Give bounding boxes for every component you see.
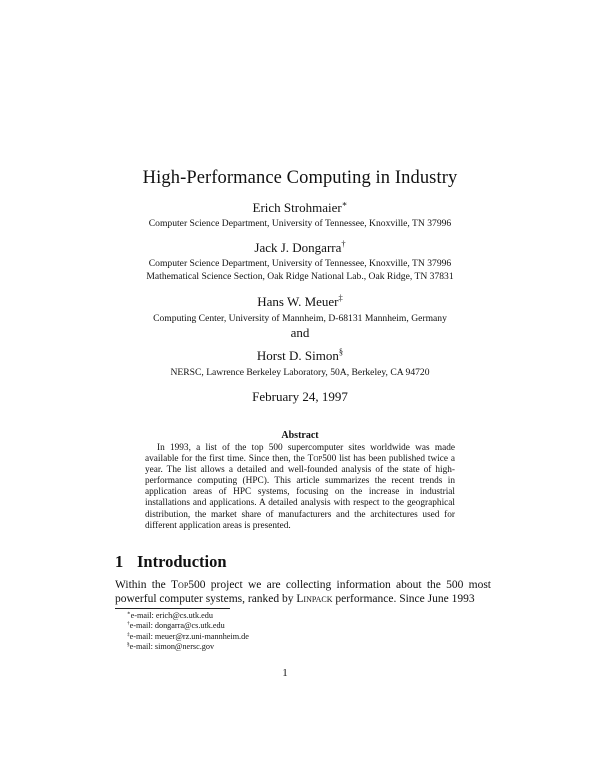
footnote-2-text: e-mail: dongarra@cs.utk.edu (129, 621, 225, 631)
abstract-text-2: list has been published twice a year. The list allows a detailed and well-founded analysis of the state of high-performance computing (HPC). This article summarizes the recent trends in application areas of HPC systems, focusing on the increase in industrial installations and applications. A detailed analysis with respect to the geographical distribution, the market share of manufacturers and the architectures used for different application areas is presented. (145, 454, 456, 531)
abstract-body (145, 443, 455, 532)
author-4-name: Horst D. Simon (256, 348, 339, 363)
author-4-affiliation: NERSC, Lawrence Berkeley Laboratory, 50A, Berkeley, CA 94720 (170, 367, 430, 378)
author-4-mark: § (338, 346, 344, 357)
author-3 (0, 294, 600, 310)
intro-text-3: performance. Since June 1993 (332, 593, 475, 605)
author-1-name: Erich Strohmaier (252, 200, 342, 215)
intro-body (115, 578, 491, 606)
author-2 (0, 240, 600, 256)
author-2-affiliation-1: Computer Science Department, University of Tennessee, Knoxville, TN 37996 (148, 258, 452, 269)
abstract-text-1: In 1993, a list of the top 500 supercomputer sites worldwide was made available for the first time. Since then, the (145, 443, 455, 465)
intro-linpack: Linpack (296, 593, 333, 605)
footnote-4-text: e-mail: simon@nersc.gov (129, 641, 215, 651)
intro-paragraph (115, 578, 491, 606)
footnote-3-text: e-mail: meuer@rz.uni-mannheim.de (129, 631, 249, 641)
section-number: 1 (115, 552, 124, 571)
footnote-1-text: e-mail: erich@cs.utk.edu (130, 611, 213, 620)
footnote-3-mark: ‡ (127, 630, 130, 637)
footnotes (127, 611, 249, 652)
author-2-name: Jack J. Dongarra (254, 240, 342, 255)
author-1 (0, 200, 600, 216)
section-title: Introduction (137, 552, 227, 571)
paper-title: High-Performance Computing in Industry (142, 168, 458, 188)
author-2-affiliation-2: Mathematical Science Section, Oak Ridge National Lab., Oak Ridge, TN 37831 (146, 271, 454, 282)
author-4 (0, 348, 600, 364)
footnote-3 (127, 632, 249, 642)
author-3-mark: ‡ (338, 292, 343, 303)
author-2-mark: † (341, 238, 346, 249)
intro-text-2: project we are collecting information about the 500 most powerful computer systems, ranked by (115, 579, 491, 605)
section-heading (115, 552, 227, 572)
abstract-heading: Abstract (281, 430, 319, 441)
footnote-rule (115, 608, 230, 609)
author-3-affiliation: Computing Center, University of Mannheim, D-68131 Mannheim, Germany (153, 313, 447, 324)
paper-date: February 24, 1997 (252, 389, 348, 404)
author-1-affiliation: Computer Science Department, University of Tennessee, Knoxville, TN 37996 (148, 218, 452, 229)
footnote-4 (127, 642, 249, 652)
footnote-4-mark: § (127, 641, 130, 648)
footnote-2-mark: † (127, 620, 130, 627)
page-number: 1 (282, 667, 288, 679)
intro-text-1: Within the (115, 579, 172, 591)
intro-top500: Top500 (171, 579, 206, 591)
and-separator: and (290, 325, 310, 340)
abstract-paragraph (145, 443, 455, 532)
footnote-1 (127, 611, 249, 621)
author-3-name: Hans W. Meuer (257, 294, 339, 309)
footnote-1-mark: ∗ (127, 610, 131, 617)
footnote-2 (127, 621, 249, 631)
author-1-mark: ∗ (341, 198, 348, 209)
abstract-top500: Top500 (307, 454, 337, 465)
